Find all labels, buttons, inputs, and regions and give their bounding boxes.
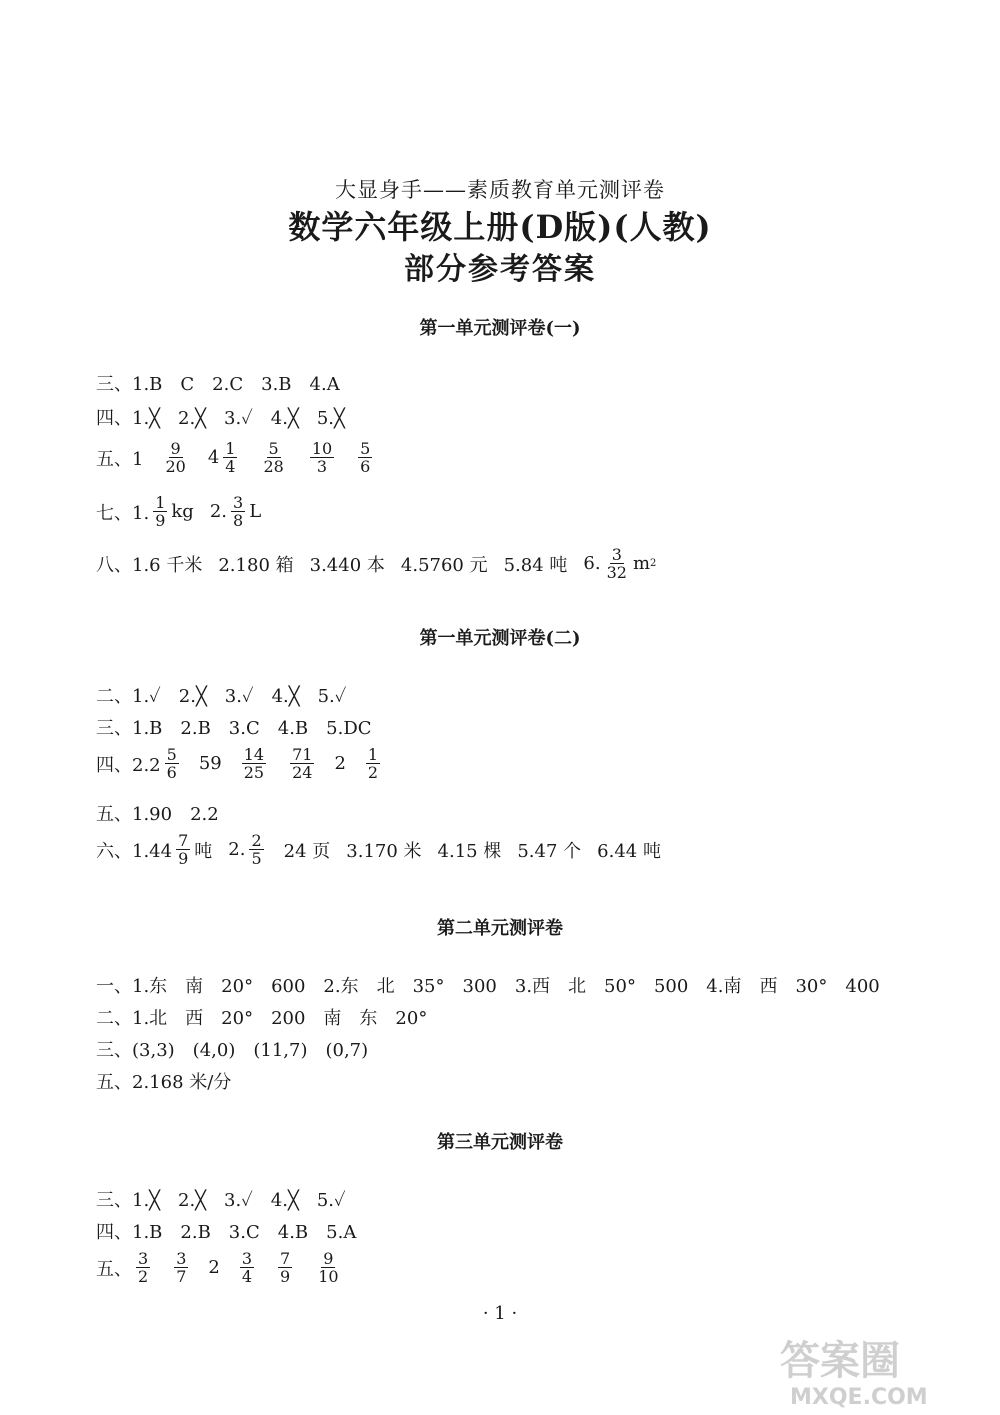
fraction: $\frac{5}{6}$ bbox=[166, 745, 177, 782]
section-title: 第二单元测评卷 bbox=[437, 918, 563, 939]
answer-token: 4.15 棵 bbox=[437, 840, 502, 862]
fraction: $\frac{3}{7}$ bbox=[176, 1249, 187, 1286]
answer-token: 四、2.2 $\frac{5}{6}$ bbox=[96, 745, 177, 782]
answer-line bbox=[96, 494, 277, 529]
answer-line: 四、1.╳ 2.╳ 3.✓ 4.╳ 5.╳ bbox=[96, 408, 345, 429]
answer-line: 二、1.北 西 20° 200 南 东 20° bbox=[96, 1008, 428, 1029]
answer-line: 三、1.B 2.B 3.C 4.B 5.DC bbox=[96, 718, 372, 739]
fraction: $\frac{71}{24}$ bbox=[292, 745, 313, 782]
answer-line: 四、1.B 2.B 3.C 4.B 5.A bbox=[96, 1222, 357, 1243]
answer-token: 七、1. $\frac{1}{9}$ kg bbox=[96, 493, 194, 530]
answer-token: 六、1.44 $\frac{7}{9}$ 吨 bbox=[96, 831, 213, 868]
answer-token bbox=[354, 440, 376, 475]
page-number: · 1 · bbox=[482, 1303, 518, 1324]
answer-token: 59 bbox=[198, 753, 222, 774]
answer-token: 5.47 个 bbox=[517, 840, 582, 862]
fraction: $\frac{9}{10}$ bbox=[318, 1249, 339, 1286]
answer-line: 三、(3,3) (4,0) (11,7) (0,7) bbox=[96, 1040, 369, 1061]
answer-token: 2 bbox=[208, 1257, 220, 1278]
answer-token bbox=[238, 746, 270, 781]
answer-token bbox=[257, 440, 289, 475]
answer-token bbox=[170, 1250, 192, 1285]
answer-token bbox=[286, 746, 318, 781]
answer-token: 2 bbox=[334, 753, 346, 774]
answer-token bbox=[159, 440, 191, 475]
answer-token: 2. $\frac{2}{5}$ bbox=[228, 831, 262, 868]
fraction: $\frac{10}{3}$ bbox=[311, 439, 333, 476]
answer-token bbox=[362, 746, 384, 781]
answer-token: 五、1 bbox=[96, 448, 144, 470]
fraction: $\frac{2}{5}$ bbox=[251, 831, 262, 868]
answer-line bbox=[96, 832, 677, 867]
watermark-logo bbox=[750, 1330, 990, 1410]
answer-token: 6. $\frac{3}{32}$ m 2 bbox=[583, 545, 657, 582]
answer-token: 2.180 箱 bbox=[218, 554, 294, 576]
answer-line: 二、1.✓ 2.╳ 3.✓ 4.╳ 5.✓ bbox=[96, 686, 347, 707]
fraction: $\frac{7}{9}$ bbox=[280, 1249, 291, 1286]
answer-token: 3.440 本 bbox=[309, 554, 385, 576]
fraction: $\frac{1}{2}$ bbox=[367, 745, 379, 782]
fraction: $\frac{5}{28}$ bbox=[263, 439, 284, 476]
document-kicker: 大显身手——素质教育单元测评卷 bbox=[335, 178, 665, 202]
section-title: 第一单元测评卷(二) bbox=[419, 628, 581, 649]
answer-line: 三、1.B C 2.C 3.B 4.A bbox=[96, 374, 340, 395]
answer-token: 2. $\frac{3}{8}$ L bbox=[209, 493, 262, 530]
answer-token bbox=[236, 1250, 258, 1285]
answer-token bbox=[312, 1250, 344, 1285]
document-subtitle: 部分参考答案 bbox=[404, 252, 596, 287]
fraction: $\frac{7}{9}$ bbox=[178, 831, 189, 868]
fraction: $\frac{3}{4}$ bbox=[241, 1249, 253, 1286]
section-title: 第三单元测评卷 bbox=[437, 1132, 563, 1153]
fraction: $\frac{1}{9}$ bbox=[155, 493, 166, 530]
answer-line bbox=[96, 440, 392, 475]
answer-line bbox=[96, 546, 672, 581]
answer-token: 5.84 吨 bbox=[503, 554, 568, 576]
answer-token: 3.170 米 bbox=[346, 840, 422, 862]
section-title: 第一单元测评卷(一) bbox=[419, 318, 581, 339]
fraction: $\frac{14}{25}$ bbox=[243, 745, 265, 782]
answer-token: 4.5760 元 bbox=[400, 554, 488, 576]
fraction: $\frac{5}{6}$ bbox=[360, 439, 371, 476]
answer-line: 五、2.168 米/分 bbox=[96, 1072, 232, 1093]
fraction: $\frac{1}{4}$ bbox=[225, 439, 236, 476]
answer-line bbox=[96, 746, 400, 781]
answer-token: 五、 $\frac{3}{2}$ bbox=[96, 1249, 149, 1286]
watermark-brand: 答案圈 bbox=[780, 1338, 900, 1384]
answer-token: 24 页 bbox=[283, 840, 331, 862]
answer-line: 三、1.╳ 2.╳ 3.✓ 4.╳ 5.✓ bbox=[96, 1190, 346, 1211]
fraction: $\frac{3}{2}$ bbox=[138, 1249, 149, 1286]
watermark-url: MXQE.COM bbox=[790, 1385, 928, 1410]
answer-line: 五、1.90 2.2 bbox=[96, 804, 219, 825]
fraction: $\frac{3}{8}$ bbox=[233, 493, 244, 530]
answer-token: 4 $\frac{1}{4}$ bbox=[207, 439, 236, 476]
fraction: $\frac{9}{20}$ bbox=[165, 439, 186, 476]
document-title: 数学六年级上册(D版)(人教) bbox=[288, 208, 712, 246]
answer-line bbox=[96, 1250, 361, 1285]
answer-token bbox=[306, 440, 338, 475]
answer-token bbox=[274, 1250, 296, 1285]
answer-token: 八、1.6 千米 bbox=[96, 554, 203, 576]
fraction: $\frac{3}{32}$ bbox=[606, 545, 627, 582]
answer-line: 一、1.东 南 20° 600 2.东 北 35° 300 3.西 北 50° 500 4.南 西 30° 400 bbox=[96, 976, 880, 997]
answer-token: 6.44 吨 bbox=[597, 840, 661, 862]
